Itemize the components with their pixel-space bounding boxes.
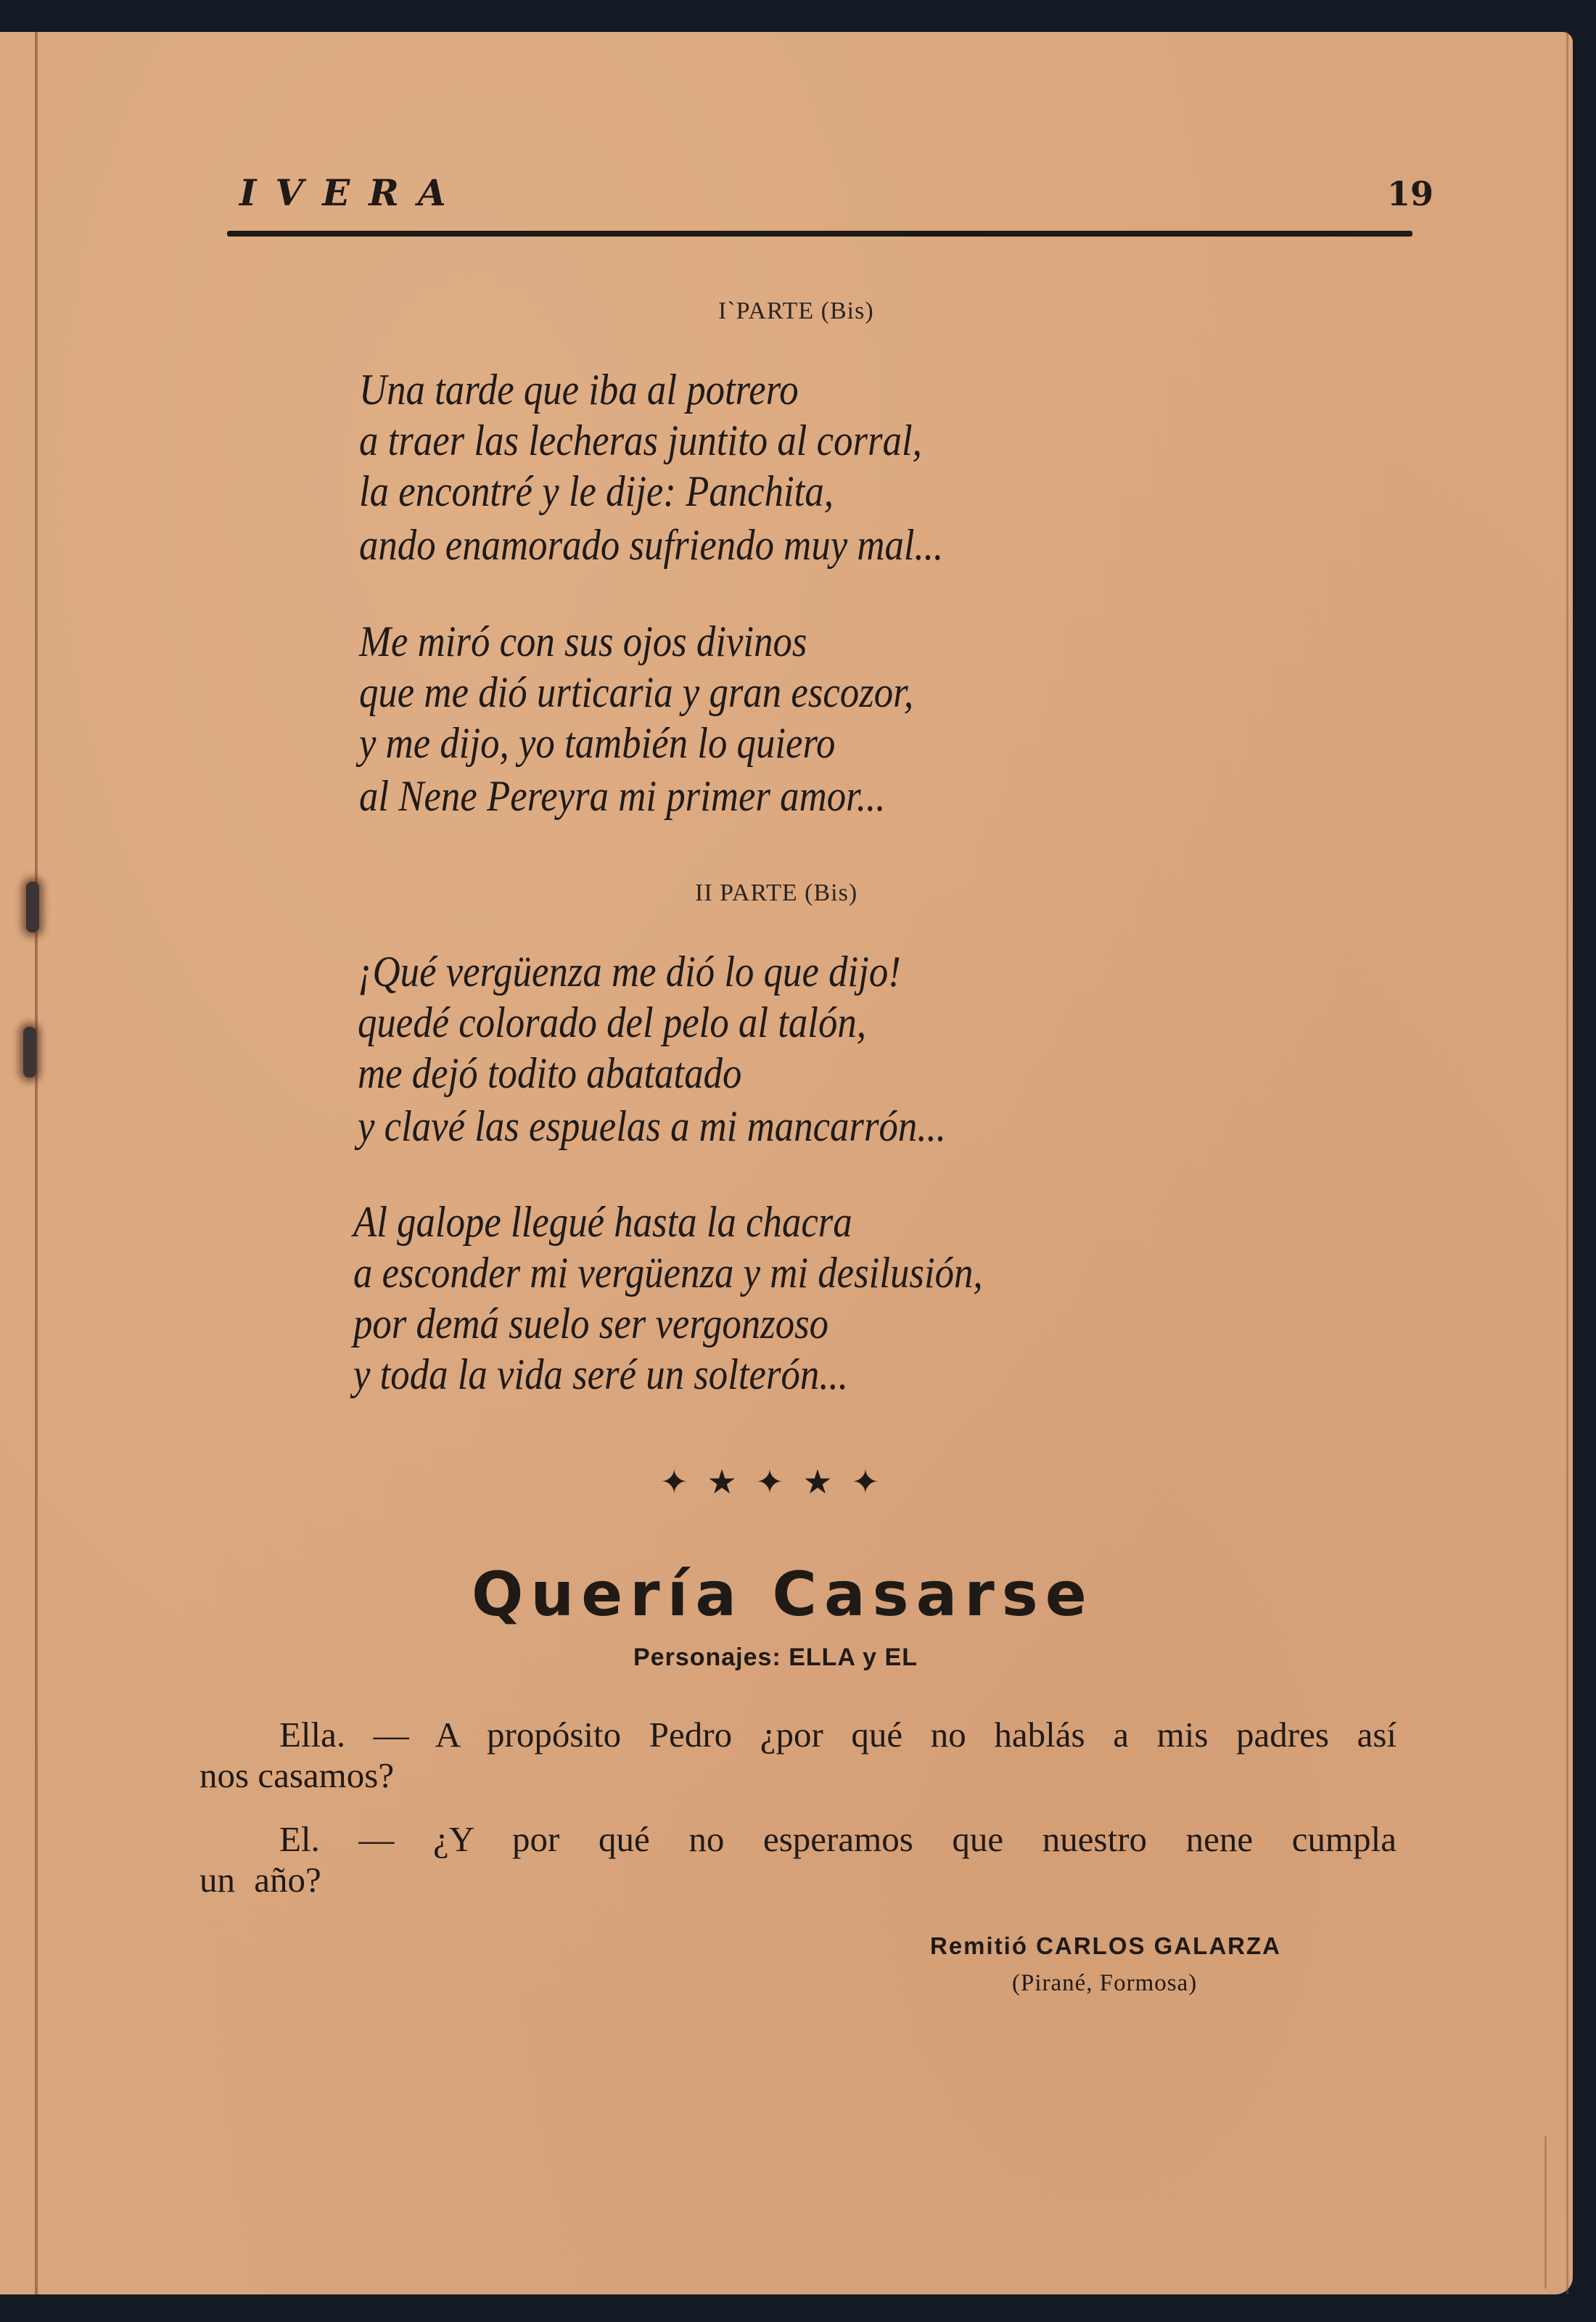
- verse-line: y toda la vida seré un solterón...: [353, 1350, 848, 1398]
- page-corner-crease: [1544, 2136, 1547, 2289]
- verse-line: Al galope llegué hasta la chacra: [353, 1198, 852, 1246]
- verse-line: al Nene Pereyra mi primer amor...: [359, 772, 886, 820]
- staple-hole: [26, 882, 39, 932]
- verse-line: y clavé las espuelas a mi mancarrón...: [358, 1102, 946, 1150]
- verse-line: Una tarde que iba al potrero: [359, 366, 799, 414]
- verse-line: que me dió urticaria y gran escozor,: [359, 668, 914, 716]
- verse-line: por demá suelo ser vergonzoso: [353, 1300, 829, 1347]
- verse-line: ando enamorado sufriendo muy mal...: [359, 521, 944, 569]
- characters-line: Personajes: ELLA y EL: [633, 1644, 918, 1671]
- verse-line: me dejó todito abatatado: [358, 1049, 742, 1097]
- part-one-heading: I`PARTE (Bis): [718, 298, 874, 324]
- verse-line: a esconder mi vergüenza y mi desilusión,: [353, 1249, 983, 1297]
- dialogue-el-continued: un año?: [200, 1860, 321, 1900]
- masthead-title: IVERA: [239, 171, 465, 214]
- verse-line: ¡Qué vergüenza me dió lo que dijo!: [358, 948, 901, 996]
- header-rule: [227, 231, 1412, 237]
- sender-location: (Pirané, Formosa): [1012, 1970, 1198, 1996]
- part-two-heading: II PARTE (Bis): [695, 879, 858, 906]
- binding-fold: [35, 32, 38, 2294]
- dialogue-ella: Ella. — A propósito Pedro ¿por qué no hablás a mis padres así: [279, 1715, 1396, 1755]
- dialogue-el: El. — ¿Y por qué no esperamos que nuestro nene cumpla: [279, 1819, 1396, 1859]
- verse-line: Me miró con sus ojos divinos: [359, 618, 807, 665]
- page-number: 19: [1387, 174, 1434, 213]
- verse-line: quedé colorado del pelo al talón,: [358, 998, 866, 1046]
- joke-title: Quería Casarse: [472, 1559, 1094, 1630]
- verse-line: y me dijo, yo también lo quiero: [359, 719, 836, 767]
- star-separator: ✦★✦★✦: [660, 1462, 899, 1501]
- verse-line: la encontré y le dije: Panchita,: [359, 467, 834, 515]
- verse-line: a traer las lecheras juntito al corral,: [359, 417, 922, 464]
- page-edge-crease: [1566, 32, 1568, 2294]
- dialogue-ella-continued: nos casamos?: [200, 1755, 395, 1795]
- sender-credit: Remitió CARLOS GALARZA: [930, 1932, 1281, 1959]
- staple-hole: [23, 1027, 36, 1078]
